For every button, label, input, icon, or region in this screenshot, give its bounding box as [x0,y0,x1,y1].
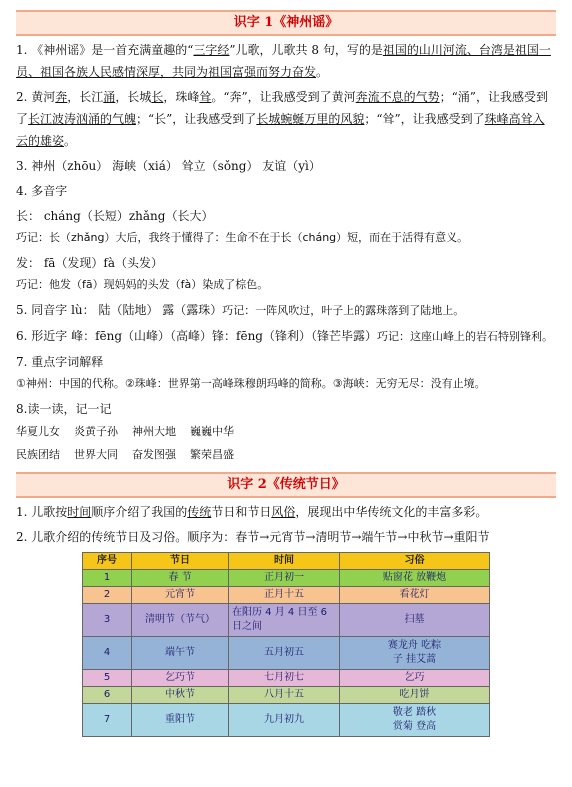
text: ，长城 [115,90,152,104]
cell-custom: 吃月饼 [340,687,490,704]
word: 民族团结 [16,448,60,461]
text: ；“长”，让我感受到了 [136,112,257,126]
text: 2. 黄河 [16,90,56,104]
table-row [83,587,490,604]
cell-festival: 端午节 [132,637,229,670]
cell-time: 五月初五 [229,637,340,670]
table-row [83,704,490,737]
word: 巍巍中华 [190,425,234,438]
polyphone-fa: 发： fā（发现）fà（头发） [16,256,164,270]
text: ；“耸”，让我感受到了 [364,112,485,126]
word: 繁荣昌盛 [190,448,234,461]
polyphone-fa-tip: 巧记：他发（fā）现妈妈的头发（fà）染成了棕色。 [16,278,269,291]
underlined-text: 涌 [103,90,116,104]
cell-time: 八月十五 [229,687,340,704]
s1-paragraph-6 [16,325,556,348]
s1-paragraph-4: 4. 多音字 [16,184,68,198]
text: ，展现出中华传统文化的丰富多彩。 [295,505,488,519]
s2-paragraph-2: 2. 儿歌介绍的传统节日及习俗。顺序为：春节→元宵节→清明节→端午节→中秋节→重阳节 [16,530,490,544]
cell-time: 在阳历 4 月 4 日至 6 日之间 [229,604,340,637]
cell-festival: 清明节（节气） [132,604,229,637]
underlined-text: 祖国的山川河流、台湾是祖国一员、祖国各族人民感情深厚，共同为祖国富强而努力奋发 [16,43,551,79]
header-num: 序号 [83,553,132,570]
section1-title: 识字 1《神州谣》 [16,10,556,36]
text: 1. 《神州谣》是一首充满童趣的“ [16,43,194,57]
cell-num: 3 [83,604,132,637]
s1-paragraph-3: 3. 神州（zhōu） 海峡（xiá） 耸立（sǒng） 友谊（yì） [16,159,321,173]
text: 。“奔”，让我感受到了黄河 [211,90,356,104]
cell-num: 1 [83,570,132,587]
cell-custom: 看花灯 [340,587,490,604]
cell-festival: 乞巧节 [132,670,229,687]
header-time: 时间 [229,553,340,570]
underlined-text: 时间 [67,505,92,519]
cell-festival: 元宵节 [132,587,229,604]
cell-custom: 乞巧 [340,670,490,687]
word: 华夏儿女 [16,425,60,438]
word: 世界大同 [74,448,118,461]
underlined-text: 长江波涛汹涌的气魄 [28,112,137,126]
text: 节日和节日 [211,505,272,519]
cell-time: 正月初一 [229,570,340,587]
table-row [83,687,490,704]
underlined-text: 传统 [187,505,212,519]
cell-time: 七月初七 [229,670,340,687]
cell-num: 4 [83,637,132,670]
cell-custom: 赛龙舟 吃粽子 挂艾蒿 [340,637,490,670]
cell-custom: 扫墓 [340,604,490,637]
s2-paragraph-1 [16,501,556,523]
text: ；“涌”，让我感受到了 [16,90,548,126]
words-row-2 [16,443,556,466]
section2-title: 识字 2《传统节日》 [16,472,556,498]
underlined-text: 耸 [199,90,212,104]
cell-festival: 中秋节 [132,687,229,704]
tip-text: 巧记：一阵风吹过，叶子上的露珠落到了陆地上。 [222,304,465,317]
polyphone-chang: 长： cháng（长短）zhǎng（长大） [16,209,214,223]
underlined-text: 三字经 [193,43,230,57]
text: ，珠峰 [163,90,200,104]
underlined-text: 风俗 [271,505,296,519]
s1-paragraph-7-detail: ①神州：中国的代称。②珠峰：世界第一高峰珠穆朗玛峰的简称。③海峡：无穷无尽：没有止境。 [16,377,486,390]
underlined-text: 长城蜿蜒万里的风貌 [256,112,365,126]
cell-custom: 贴窗花 放鞭炮 [340,570,490,587]
s1-paragraph-7: 7. 重点字词解释 [16,355,104,369]
table-row [83,670,490,687]
underlined-text: 奔流不息的气势 [355,90,440,104]
polyphone-chang-tip: 巧记：长（zhǎng）大后，我终于懂得了：生命不在于长（cháng）短，而在于活得有意义。 [16,231,469,244]
table-header-row [83,553,490,570]
underlined-text: 珠峰高耸入云的雄姿 [16,112,545,148]
text: 。 [316,65,329,79]
text: 顺序介绍了我国的 [91,505,188,519]
table-row [83,570,490,587]
words-row-1 [16,420,556,443]
cell-num: 6 [83,687,132,704]
table-row [83,637,490,670]
cell-num: 5 [83,670,132,687]
cell-custom: 敬老 踏秋 赏菊 登高 [340,704,490,737]
holiday-table [82,552,490,737]
text: 1. 儿歌按 [16,505,68,519]
word: 炎黄子孙 [74,425,118,438]
cell-num: 7 [83,704,132,737]
cell-festival: 重阳节 [132,704,229,737]
text: ”儿歌，儿歌共 8 句，写的是 [229,43,383,57]
underlined-text: 长 [151,90,164,104]
header-festival: 节日 [132,553,229,570]
word: 神州大地 [132,425,176,438]
text: ，长江 [67,90,104,104]
text: 。 [64,134,77,148]
tip-text: 巧记：这座山峰上的岩石特别锋利。 [377,330,553,343]
underlined-text: 奔 [55,90,68,104]
s1-paragraph-1 [16,39,556,83]
page [0,10,572,787]
s1-paragraph-2 [16,86,556,152]
word: 奋发图强 [132,448,176,461]
s1-paragraph-8: 8.读一读，记一记 [16,402,112,416]
cell-time: 九月初九 [229,704,340,737]
cell-festival: 春 节 [132,570,229,587]
text: 6. 形近字 峰：fēng（山峰）（高峰）锋：fēng（锋利）（锋芒毕露） [16,329,377,343]
cell-time: 正月十五 [229,587,340,604]
cell-num: 2 [83,587,132,604]
text: 5. 同音字 lù： 陆（陆地） 露（露珠） [16,303,223,317]
s1-paragraph-5 [16,299,556,322]
header-custom: 习俗 [340,553,490,570]
table-row [83,604,490,637]
